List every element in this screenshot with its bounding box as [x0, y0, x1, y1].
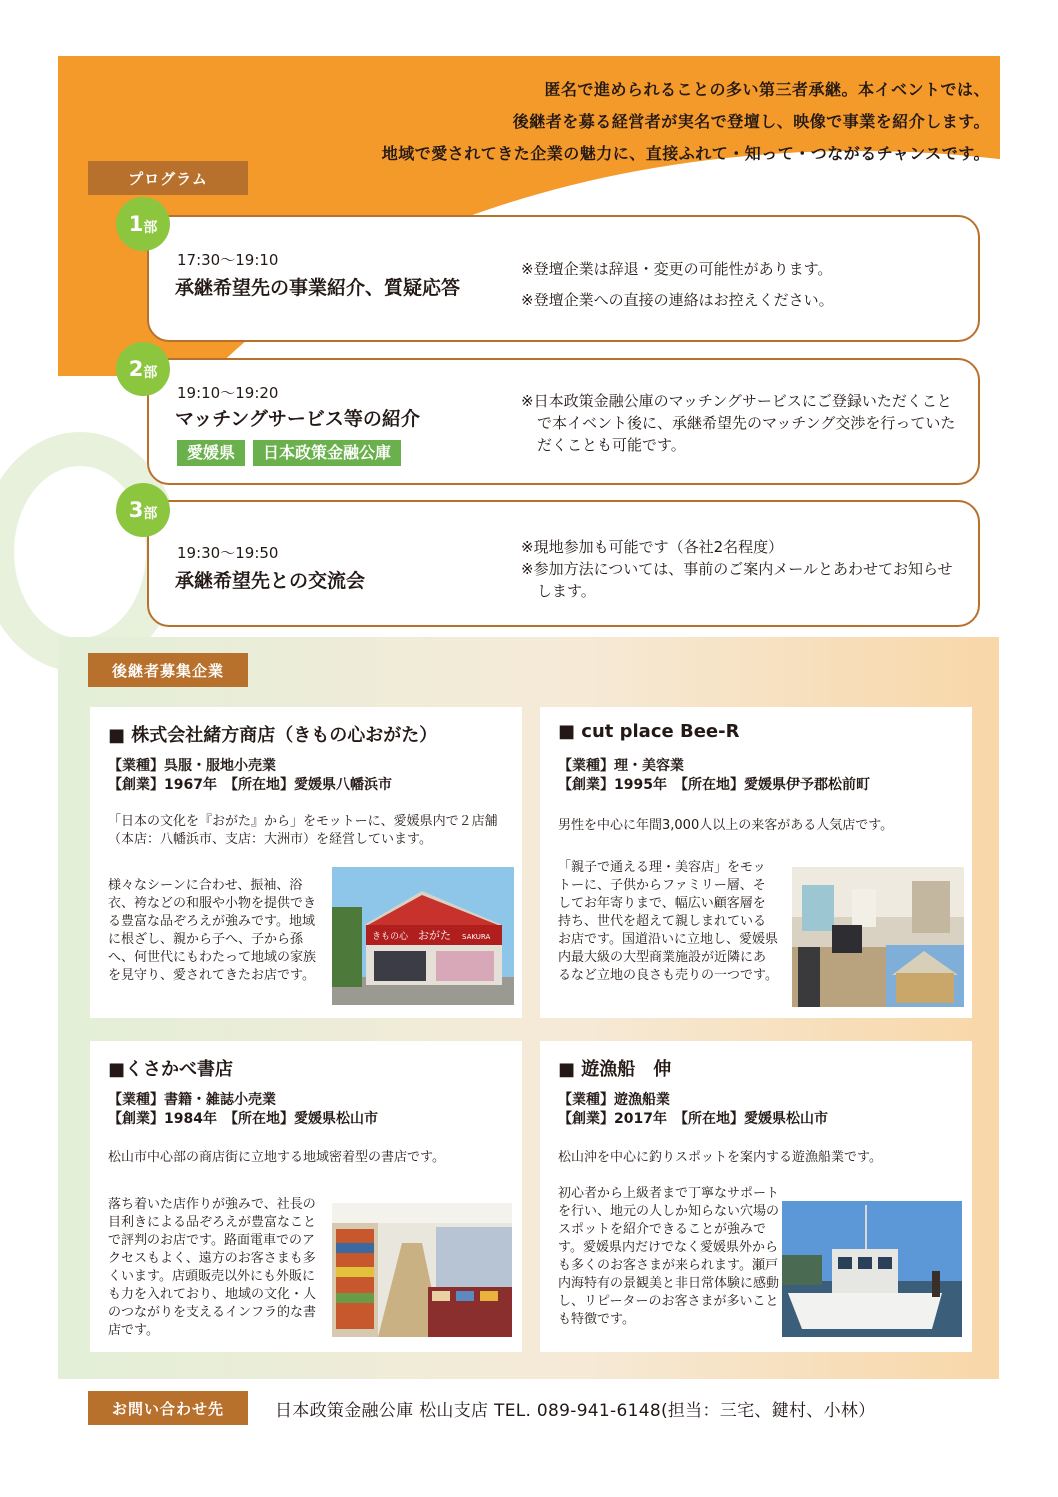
- company-description: 様々なシーンに合わせ、振袖、浴衣、袴などの和服や小物を提供できる豊富な品ぞろえが強みです。地域に根ざし、親から子へ、子から孫へ、何世代にもわたって地域の家族を見守り、愛されてきたお店です。: [108, 878, 317, 983]
- company-meta: [558, 757, 870, 795]
- company-lead: 松山沖を中心に釣りスポットを案内する遊漁船業です。: [558, 1150, 882, 1165]
- sign-text: SAKURA: [462, 933, 491, 941]
- storefront-illustration: [332, 867, 514, 1005]
- company-lead: 「日本の文化を『おがた』から」をモットーに、愛媛県内で２店舗（本店：八幡浜市、支店：大洲市）を経営しています。: [108, 814, 498, 847]
- part-note: ※登壇企業は辞退・変更の可能性があります。: [521, 260, 833, 278]
- company-industry: 【業種】書籍・雑誌小売業: [108, 1092, 276, 1108]
- salon-photo: [792, 867, 964, 1007]
- intro-line: 地域で愛されてきた企業の魅力に、直接ふれて・知って・つながるチャンスです。: [381, 144, 990, 163]
- company-industry: 【業種】呉服・服地小売業: [108, 758, 276, 774]
- company-meta: [108, 1091, 378, 1129]
- part-note: ※現地参加も可能です（各社2名程度）: [521, 538, 784, 556]
- part-title: 承継希望先との交流会: [175, 570, 366, 592]
- part-note: ※参加方法については、事前のご案内メールとあわせてお知らせします。: [521, 560, 953, 600]
- company-meta: [558, 1091, 828, 1129]
- company-founded: 【創業】1984年 【所在地】愛媛県松山市: [108, 1111, 378, 1127]
- part-note: ※登壇企業への直接の連絡はお控えください。: [521, 291, 834, 309]
- part-badge-3: [116, 483, 170, 537]
- part-title: マッチングサービス等の紹介: [175, 408, 420, 430]
- sign-text: きもの心: [372, 932, 409, 942]
- part-time: 17:30～19:10: [177, 251, 279, 269]
- company-meta: [108, 757, 392, 795]
- part-number: 2: [128, 357, 144, 381]
- company-lead: 男性を中心に年間3,000人以上の来客がある人気店です。: [558, 818, 894, 833]
- company-industry: 【業種】理・美容業: [558, 758, 684, 774]
- company-lead: 松山市中心部の商店街に立地する地域密着型の書店です。: [108, 1150, 445, 1165]
- part-note: ※日本政策金融公庫のマッチングサービスにご登録いただくことで本イベント後に、承継希望先のマッチング交渉を行っていただくことも可能です。: [521, 392, 956, 454]
- part-time: 19:10～19:20: [177, 384, 279, 402]
- company-card-bee-r: [540, 707, 972, 1018]
- company-card-yugyosen-shin: [540, 1041, 972, 1352]
- part-badge-1: [116, 197, 170, 251]
- company-name: ■ cut place Bee-R: [558, 721, 740, 742]
- company-name: ■くさかべ書店: [108, 1059, 234, 1080]
- company-founded: 【創業】1967年 【所在地】愛媛県八幡浜市: [108, 777, 392, 793]
- bookstore-illustration: [332, 1203, 512, 1337]
- program-part-2: [147, 358, 980, 485]
- part-chips: [177, 440, 409, 466]
- part-unit: 部: [143, 364, 158, 381]
- contact-info: 日本政策金融公庫 松山支店 TEL. 089-941-6148(担当：三宅、鍵村、小林）: [275, 1401, 876, 1421]
- part-time: 19:30～19:50: [177, 544, 279, 562]
- company-name: ■ 遊漁船 伸: [558, 1059, 672, 1080]
- part-badge-2: [116, 342, 170, 396]
- company-description: 「親子で通える理・美容店」をモットーに、子供からファミリー層、そしてお年寄りまで、幅広い顧客層を持ち、世代を超えて親しまれているお店です。国道沿いに立地し、愛媛県内最大級の大型商業施設が近隣にあるなど立地の良さも売りの一つです。: [558, 860, 778, 983]
- part-number: 1: [128, 212, 144, 236]
- part-title: 承継希望先の事業紹介、質疑応答: [175, 277, 461, 299]
- part-notes: [521, 536, 961, 602]
- fishing-boat-photo: [782, 1201, 962, 1337]
- intro-text: [382, 74, 990, 170]
- part-unit: 部: [143, 219, 158, 236]
- part-notes: [521, 254, 961, 316]
- bookstore-photo: [332, 1203, 512, 1337]
- salon-illustration: [792, 867, 964, 1007]
- kimono-shop-photo: [332, 867, 514, 1005]
- part-notes: [521, 390, 961, 456]
- intro-line: 後継者を募る経営者が実名で登壇し、映像で事業を紹介します。: [512, 112, 990, 131]
- company-description: 初心者から上級者まで丁寧なサポートを行い、地元の人しか知らない穴場のスポットを紹介できることが強みです。愛媛県内だけでなく愛媛県外からも多くのお客さまが来られます。瀬戸内海特有の景観美と非日常体験に感動し、リピーターのお客さまが多いことも特徴です。: [558, 1186, 780, 1327]
- contact-label: お問い合わせ先: [88, 1391, 248, 1425]
- sign-text: おがた: [418, 929, 451, 942]
- company-founded: 【創業】1995年 【所在地】愛媛県伊予郡松前町: [558, 777, 870, 793]
- company-description: 落ち着いた店作りが強みで、社長の目利きによる品ぞろえが豊富なことで評判のお店です。路面電車でのアクセスもよく、遠方のお客さまも多くいます。店頭販売以外にも外販にも力を入れており、地域の文化・人のつながりを支えるインフラ的な書店です。: [108, 1197, 317, 1338]
- program-part-3: [147, 500, 980, 627]
- company-industry: 【業種】遊漁船業: [558, 1092, 670, 1108]
- program-part-1: [147, 215, 980, 342]
- part-unit: 部: [143, 505, 158, 522]
- company-card-ogata: [90, 707, 522, 1018]
- intro-line: 匿名で進められることの多い第三者承継。本イベントでは、: [544, 80, 990, 99]
- company-card-kusakabe: [90, 1041, 522, 1352]
- boat-illustration: [782, 1201, 962, 1337]
- company-name: ■ 株式会社緒方商店（きもの心おがた）: [108, 725, 438, 746]
- company-founded: 【創業】2017年 【所在地】愛媛県松山市: [558, 1111, 828, 1127]
- companies-label: 後継者募集企業: [88, 653, 248, 687]
- part-number: 3: [128, 498, 144, 522]
- chip-jfc: 日本政策金融公庫: [253, 440, 401, 466]
- chip-ehime: 愛媛県: [177, 440, 245, 466]
- program-label: プログラム: [88, 161, 248, 195]
